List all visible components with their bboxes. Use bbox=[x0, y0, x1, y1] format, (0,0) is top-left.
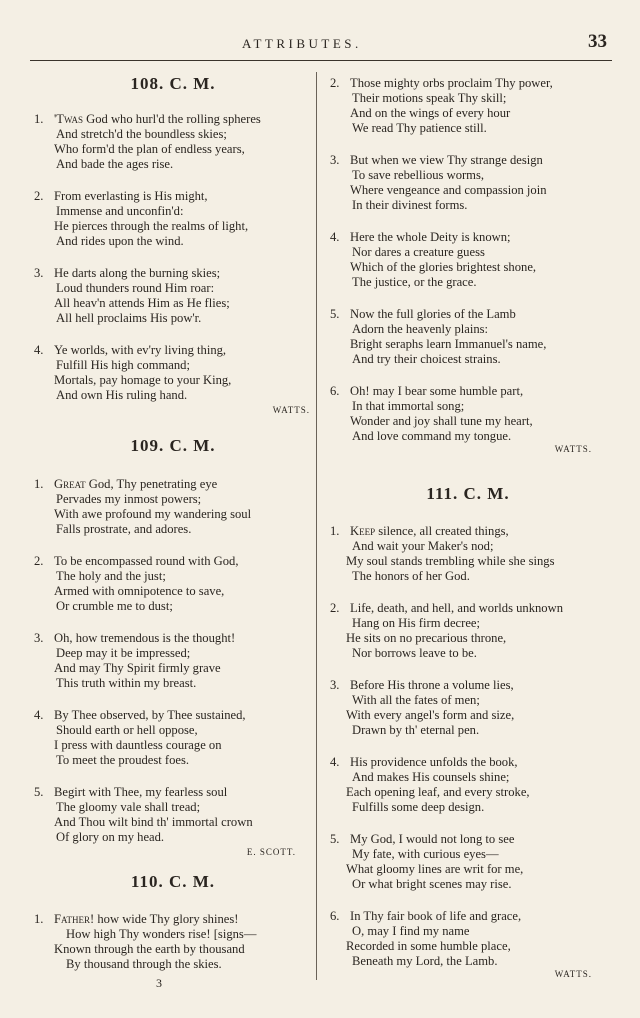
hymn-110-stanza-2: 2. Those mighty orbs proclaim Thy power, Their motions speak Thy skill; And on the wings of every hour We read Thy patience still. bbox=[330, 76, 553, 135]
hymn-108-title: 108. C. M. bbox=[130, 74, 216, 93]
hymn-110-author: WATTS. bbox=[554, 444, 592, 454]
hymn-108-stanza-1: 1. 'Twas God who hurl'd the rolling spheres And stretch'd the boundless skies; Who form'd the plan of endless years, And bade the ages rise. bbox=[34, 112, 261, 171]
hymn-111-stanza-5: 5. My God, I would not long to see My fate, with curious eyes— What gloomy lines are writ for me, Or what bright scenes may rise. bbox=[330, 832, 524, 891]
column-divider bbox=[316, 72, 317, 980]
hymn-111-title: 111. C. M. bbox=[426, 484, 510, 503]
hymn-108-author: WATTS. bbox=[272, 405, 310, 415]
hymn-108-stanza-4: 4. Ye worlds, with ev'ry living thing, Fulfill His high command; Mortals, pay homage to your King, And own His ruling hand. bbox=[34, 343, 232, 402]
hymn-109-stanza-4: 4. By Thee observed, by Thee sustained, Should earth or hell oppose, I press with dauntless courage on To meet the proudest foes. bbox=[34, 708, 246, 767]
hymn-110-stanza-6: 6. Oh! may I bear some humble part, In that immortal song; Wonder and joy shall tune my heart, And love command my tongue. bbox=[330, 384, 533, 443]
right-column bbox=[330, 70, 606, 979]
hymn-110-stanza-5: 5. Now the full glories of the Lamb Adorn the heavenly plains: Bright seraphs learn Immanuel's name, And try their choicest strains. bbox=[330, 307, 547, 366]
hymn-109-stanza-3: 3. Oh, how tremendous is the thought! Deep may it be impressed; And may Thy Spirit firmly grave This truth within my breast. bbox=[34, 631, 236, 690]
hymn-109-stanza-2: 2. To be encompassed round with God, The holy and the just; Armed with omnipotence to save, Or crumble me to dust; bbox=[34, 554, 239, 613]
hymn-111-stanza-1: 1. Keep silence, all created things, And wait your Maker's nod; My soul stands trembling while she sings The honors of her God. bbox=[330, 524, 555, 583]
hymn-110-stanza-1: 1. Father! how wide Thy glory shines! How high Thy wonders rise! [signs— Known through the earth by thousand By thousand through the skies. bbox=[34, 912, 257, 971]
hymn-108-stanza-2: 2. From everlasting is His might, Immense and unconfin'd: He pierces through the realms of light, And rides upon the wind. bbox=[34, 189, 249, 248]
hymn-110-title: 110. C. M. bbox=[130, 872, 216, 891]
header-rule bbox=[30, 60, 612, 61]
hymn-110-stanza-4: 4. Here the whole Deity is known; Nor dares a creature guess Which of the glories brightest shone, The justice, or the grace. bbox=[330, 230, 537, 289]
running-title: ATTRIBUTES. bbox=[242, 36, 362, 51]
hymn-109-author: E. SCOTT. bbox=[246, 847, 296, 857]
hymn-111-stanza-4: 4. His providence unfolds the book, And makes His counsels shine; Each opening leaf, and every stroke, Fulfills some deep design. bbox=[330, 755, 530, 814]
hymn-111-stanza-3: 3. Before His throne a volume lies, With all the fates of men; With every angel's form and size, Drawn by th' eternal pen. bbox=[330, 678, 515, 737]
hymn-108-stanza-3: 3. He darts along the burning skies; Loud thunders round Him roar: All heav'n attends Him as He flies; All hell proclaims His pow'r. bbox=[34, 266, 230, 325]
hymn-110-stanza-3: 3. But when we view Thy strange design To save rebellious worms, Where vengeance and compassion join In their divinest forms. bbox=[330, 153, 547, 212]
hymn-111-stanza-6: 6. In Thy fair book of life and grace, O, may I find my name Recorded in some humble place, Beneath my Lord, the Lamb. bbox=[330, 909, 522, 968]
signature-mark: 3 bbox=[156, 976, 162, 990]
hymn-109-stanza-5: 5. Begirt with Thee, my fearless soul The gloomy vale shall tread; And Thou wilt bind th' immortal crown Of glory on my head. bbox=[34, 785, 253, 844]
hymn-109-title: 109. C. M. bbox=[130, 436, 216, 455]
hymn-109-stanza-1: 1. Great God, Thy penetrating eye Pervades my inmost powers; With awe profound my wandering soul Falls prostrate, and adores. bbox=[34, 477, 252, 536]
hymn-111-stanza-2: 2. Life, death, and hell, and worlds unknown Hang on His firm decree; He sits on no precarious throne, Nor borrows leave to be. bbox=[330, 601, 563, 660]
left-column bbox=[34, 70, 312, 972]
running-head bbox=[0, 31, 640, 56]
hymn-111-author: WATTS. bbox=[554, 969, 592, 979]
page-number: 33 bbox=[588, 31, 607, 52]
